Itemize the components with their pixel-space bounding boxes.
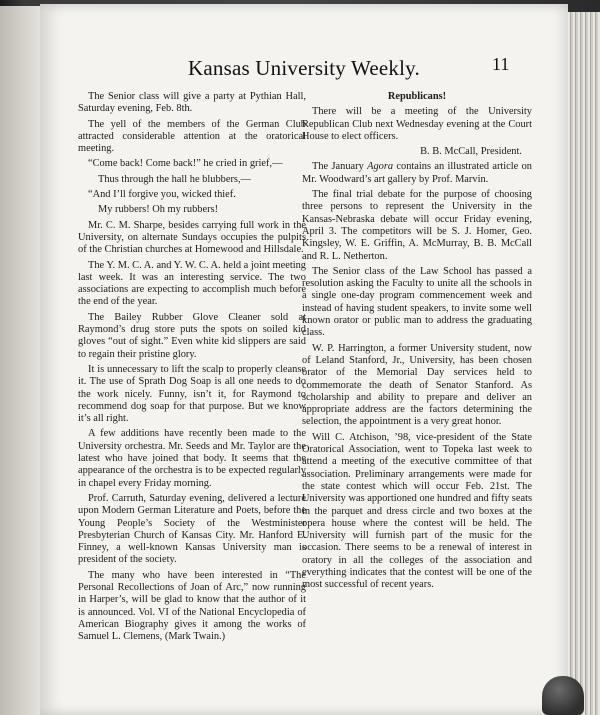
- article-orchestra: A few additions have recently been made to the University orchestra. Mr. Seeds and Mr. Taylor are the latest who have joined that body. It seems that the appearance of the orchestra is to be expected regularly in chapel every Friday morning.: [78, 428, 306, 489]
- republicans-heading: Republicans!: [387, 91, 447, 102]
- article-republican-club: There will be a meeting of the University Republican Club next Wednesday evening at the Court House to elect officers.: [302, 106, 532, 142]
- agora-title: Agora: [367, 161, 394, 173]
- article-dog-soap: It is unnecessary to lift the scalp to properly cleanse it. The use of Sprath Dog Soap is all one needs to do the work nicely. Funny, isn’t it, for Raymond to recommend dog soap for that purpose. But we know it’s all right.: [78, 363, 306, 425]
- article-ymca-ywca: The Y. M. C. A. and Y. W. C. A. held a joint meeting last week. It was an interesting service. The two associations are expecting to accomplish much before the end of the year.: [78, 259, 306, 308]
- verse-line-2: Thus through the hall he blubbers,—: [98, 173, 251, 185]
- article-harrington: W. P. Harrington, a former University student, now of Leland Stanford, Jr., University, has been chosen orator of the Memorial Day services held to commemorate the death of Senator Stanford. As scholarship and ability to prepare and deliver an appropriate address are the factors determining the selection, the appointment is a very great honor.: [302, 342, 532, 428]
- masthead-title: Kansas University Weekly.: [188, 56, 420, 80]
- page-stack-edges: [566, 12, 600, 715]
- verse-line-3: “And I’ll forgive you, wicked thief.: [88, 189, 236, 201]
- article-glove-cleaner: The Bailey Rubber Glove Cleaner sold at Raymond’s drug store puts the spots on soiled kid gloves “out of sight.” Even white kid slippers are said to regain their pristine glory.: [78, 311, 306, 360]
- agora-text-post: contains an illustrated article on Mr. Woodward’s art gallery by Prof. Marvin.: [302, 161, 532, 185]
- article-debate: The final trial debate for the purpose of choosing three persons to represent the University in the Kansas-Nebraska debate will occur Friday evening, April 3. The competitors will be S. J. Homer, Geo. Kingsley, W. E. Griffin, A. McMurray, B. B. McCall and R. L. Netherton.: [302, 189, 532, 262]
- agora-text-pre: The January: [312, 161, 368, 173]
- page-number: 11: [492, 54, 510, 74]
- verse-line-4: My rubbers! Oh my rubbers!: [98, 204, 219, 216]
- verse-line-1: “Come back! Come back!” he cried in grief,—: [88, 158, 283, 170]
- article-joan-of-arc: The many who have been interested in “The Personal Recollections of Joan of Arc,” now running in Harper’s, will be glad to know that the author of it is announced. Vol. VI of the National Encyclopedia of American Biography gives it among the works of Samuel L. Clemens, (Mark Twain.): [78, 569, 306, 643]
- left-column: [78, 91, 306, 646]
- article-law-school: The Senior class of the Law School has passed a resolution asking the Faculty to unite all the schools in a single one-day program commencement week and instead of having student speakers, to invite some well known orator or public man to address the graduating class.: [302, 265, 532, 339]
- article-senior-party: The Senior class will give a party at Pythian Hall, Saturday evening, Feb. 8th.: [78, 91, 306, 115]
- article-carruth-lecture: Prof. Carruth, Saturday evening, delivered a lecture upon Modern German Literature and Poets, before the Young People’s Society of the Westminister Presbyterian Church of Kansas City. Mr. Hanford E. Finney, a well-known Kansas University man is president of the society.: [78, 492, 306, 566]
- article-atchison: Will C. Atchison, ’98, vice-president of the State Oratorical Association, went to Topeka last week to attend a meeting of the executive committee of that association. Preliminary arrangements were made for the state contest which will occur Feb. 21st. The University was apportioned one hundred and fifty seats in the parquet and dress circle and two boxes at the opera house where the contest will be held. The University will furnish part of the music for the occasion. There seems to be a renewal of interest in oratory in all the colleges of the association and everything indicates that the contest will be one of the most successful of recent years.: [302, 431, 532, 591]
- republican-signature: B. B. McCall, President.: [420, 146, 522, 158]
- article-german-club: The yell of the members of the German Club attracted considerable attention at the oratorical meeting.: [78, 118, 306, 155]
- article-sharpe: Mr. C. M. Sharpe, besides carrying full work in the University, on alternate Sundays occupies the pulpits of the Christian churches at Homewood and Hillsdale.: [78, 219, 306, 256]
- thumb: [542, 676, 584, 715]
- page-header: [40, 52, 568, 82]
- right-column: [302, 91, 532, 595]
- newspaper-page: [40, 4, 568, 715]
- article-agora: [302, 161, 532, 186]
